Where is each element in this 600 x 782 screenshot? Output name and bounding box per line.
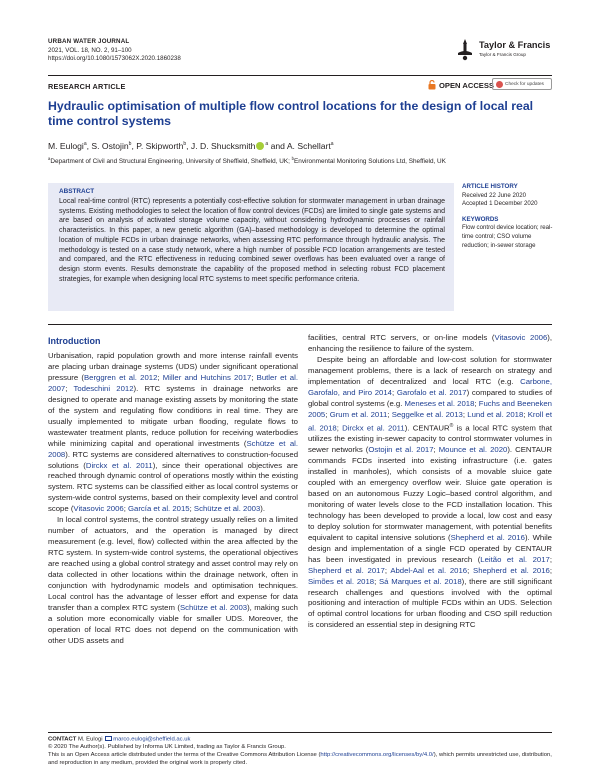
citation-link[interactable]: Butler et al. 2007 xyxy=(48,372,298,393)
citation-link[interactable]: Leitão et al. 2017 xyxy=(480,554,550,564)
copyright-line: © 2020 The Author(s). Published by Informa UK Limited, trading as Taylor & Francis Group. xyxy=(48,744,286,751)
citation-link[interactable]: Simões et al. 2018 xyxy=(308,576,375,586)
author[interactable]: S. Ostojin$^b$ xyxy=(91,141,132,151)
citation-link[interactable]: Shepherd et al. 2016 xyxy=(450,532,525,542)
journal-meta xyxy=(48,38,181,64)
left-column xyxy=(48,351,298,647)
citation-link[interactable]: Sá Marques et al. 2018 xyxy=(379,576,462,586)
citation-link[interactable]: Vitasovic 2006 xyxy=(494,333,548,342)
citation-link[interactable]: Kroll et al. 2018 xyxy=(308,409,553,433)
article-sidebar xyxy=(462,183,554,250)
article-title: Hydraulic optimisation of multiple flow control locations for the design of local real time control systems xyxy=(48,99,534,128)
citation-link[interactable]: Fuchs and Beeneken 2005 xyxy=(308,398,552,419)
citation-link[interactable]: Shepherd et al. 2017 xyxy=(308,565,385,575)
email-icon xyxy=(105,736,112,741)
citation-link[interactable]: Garofalo et al. 2017 xyxy=(396,387,467,397)
paragraph: In local control systems, the control strategy usually relies on a limited number of actuators, and the operation is managed by direct measurement (e.g. level, flow) collected within the area affected by the RTC system. In system-wide control systems, the operational objectives are reached using a global control strategy and asset control may rely on data collected in other locations within the drainage network, often in conjunction with hydrodynamic models and optimisation techniques. Local control has the advantage of lesser effort and expense for data transfer than a complex RTC system (Schütze et al. 2003), making such a solution more economically viable for smaller UDS. Moreover, the operation of local RTC does not depend on the communication with other UDS assets and xyxy=(48,515,298,645)
footer xyxy=(48,736,554,767)
contact-line: CONTACT M. Eulogi marco.eulogi@sheffield.ac.uk xyxy=(48,736,191,743)
abstract-text: Local real-time control (RTC) represents a potentially cost-effective solution for stormwater management in urban drainage systems. Existing methodologies to select the location of flow control devices (FCDs) are limited to single gate systems and are based on analysis of activated storage volume capacity, without considering hydrodynamic processes or rainfall characteristics. In this paper, a new genetic algorithm (GA)–based methodology is developed to determine the optimal location of multiple FCDs in urban drainage networks, when assessing RTC performance through hydraulic analysis. The methodology is tested on a case study network, where a high number of possible FCD location arrangements are tested and compared, and the RTC effectiveness in reducing combined sewer overflows has been evaluated over a range of design storm events. Results demonstrate the capability of the proposed method in selecting robust FCD placement strategies, for example when designing local RTC systems to meet specific performance criteria. xyxy=(59,198,445,283)
journal-name: URBAN WATER JOURNAL xyxy=(48,38,130,45)
publisher-emblem-icon xyxy=(455,38,475,62)
keywords-text: Flow control device location; real-time control; CSO volume reduction; in-sewer storage xyxy=(462,224,553,249)
citation-link[interactable]: Miller and Hutchins 2017 xyxy=(162,372,252,382)
check-updates-icon xyxy=(496,81,503,88)
author[interactable]: M. Eulogi$^a$ xyxy=(48,141,87,151)
citation-link[interactable]: Todeschini 2012 xyxy=(73,383,134,393)
orcid-icon[interactable] xyxy=(256,142,264,150)
author-list: M. Eulogi$^a$, S. Ostojin$^b$, P. Skipworth$^b$, J. D. Shucksmith $^a$ and A. Schellart$^a$ xyxy=(48,141,334,151)
article-type: RESEARCH ARTICLE xyxy=(48,82,126,91)
keywords-heading: KEYWORDS xyxy=(462,215,499,223)
abstract-box xyxy=(48,183,454,311)
citation-link[interactable]: Grum et al. 2011 xyxy=(329,409,388,419)
citation-link[interactable]: Dirckx et al. 2011 xyxy=(342,423,405,433)
open-access-badge xyxy=(428,80,494,90)
doi-link[interactable]: https://doi.org/10.1080/1573062X.2020.1860238 xyxy=(48,55,181,63)
license-line: This is an Open Access article distributed under the terms of the Creative Commons Attribution License (http://creativecommons.org/licenses/by/4.0/), which permits unrestricted use, distribution, and reproduction in any medium, provided the original work is properly cited. xyxy=(48,751,552,766)
author[interactable]: A. Schellart$^a$ xyxy=(286,141,334,151)
intro-heading: Introduction xyxy=(48,336,101,346)
publisher-name: Taylor & Francis xyxy=(479,40,551,50)
citation-link[interactable]: Carbone, Garofalo, and Piro 2014 xyxy=(308,376,552,397)
received-date: Received 22 June 2020 xyxy=(462,191,527,199)
citation-link[interactable]: Schütze et al. 2003 xyxy=(193,504,261,514)
citation-link[interactable]: Shepherd et al. 2016 xyxy=(473,565,550,575)
author[interactable]: J. D. Shucksmith $^a$ xyxy=(190,141,269,151)
open-lock-icon xyxy=(428,80,436,90)
right-column xyxy=(308,333,552,631)
publisher-group: Taylor & Francis Group xyxy=(479,52,526,57)
paragraph: facilities, central RTC servers, or on-line models (Vitasovic 2006), enhancing the resilience to failure of the system. xyxy=(308,333,552,353)
affiliations: $^a$Department of Civil and Structural Engineering, University of Sheffield, Sheffield, UK; $^b$Environmental Monitoring Solutions Ltd, Sheffield, UK xyxy=(48,156,446,166)
citation-link[interactable]: Lund et al. 2018 xyxy=(467,409,524,419)
history-heading: ARTICLE HISTORY xyxy=(462,183,518,190)
contact-email[interactable]: marco.eulogi@sheffield.ac.uk xyxy=(113,736,191,743)
header-divider xyxy=(48,75,552,76)
citation-link[interactable]: Vitasovic 2006 xyxy=(73,504,124,514)
license-link[interactable]: http://creativecommons.org/licenses/by/4.0/ xyxy=(320,751,434,758)
citation-link[interactable]: Schütze et al. 2003 xyxy=(179,602,248,612)
citation-link[interactable]: Dirckx et al. 2011 xyxy=(85,460,153,470)
citation-link[interactable]: Schütze et al. 2008 xyxy=(48,438,299,459)
citation-link[interactable]: Mounce et al. 2020 xyxy=(438,445,508,455)
paragraph: Urbanisation, rapid population growth and more intense rainfall events are placing urban drainage systems (UDS) under significant operational pressure (Berggren et al. 2012; Miller and Hutchins 2017; Butler et al. 2007; Todeschini 2012). RTC systems in drainage networks are designed to operate and manage existing assets by monitoring the state of the system and regulating flow conditions in real time. They are usually implemented to mitigate urban flooding, regulate flows to wastewater treatment plants, reduce pollution for receiving waterbodies while minimizing capital and operational investments (Schütze et al. 2008). RTC systems are considered alternatives to construction-focused solutions (Dirckx et al. 2011), since their operational objectives are reached through dynamic control of operations mostly within the existing system. RTC systems can be classified either as local control systems or system-wide control systems, based on their complexity level and control scope (Vitasovic 2006; García et al. 2015; Schütze et al. 2003). xyxy=(48,351,299,514)
footer-divider xyxy=(48,732,552,733)
citation-link[interactable]: García et al. 2015 xyxy=(128,504,190,514)
citation-link[interactable]: Seggelke et al. 2013 xyxy=(391,409,463,419)
citation-link[interactable]: Abdel-Aal et al. 2016 xyxy=(390,565,468,575)
author[interactable]: P. Skipworth$^b$ xyxy=(136,141,187,151)
check-updates-label: Check for updates xyxy=(505,81,544,87)
publisher-logo[interactable] xyxy=(455,38,565,66)
citation-link[interactable]: Meneses et al. 2018 xyxy=(404,398,475,408)
paragraph: Despite being an affordable and low-cost solution for stormwater management problems, there is a lack of research on strategy and implementation of decentralized and local RTC (e.g. Carbone, Garofalo, and Piro 2014; Garofalo et al. 2017) compared to studies of global control systems (e.g. Meneses et al. 2018; Fuchs and Beeneken 2005; Grum et al. 2011; Seggelke et al. 2013; Lund et al. 2018; Kroll et al. 2018; Dirckx et al. 2011). CENTAUR® is a local RTC system that utilizes the existing in-sewer capacity to control stormwater volumes in sewer networks (Ostojin et al. 2017; Mounce et al. 2020). CENTAUR commands FCDs inserted into existing infrastructure (i.e. gates installed in manholes), which consists of a movable sluice gate coupled with an emergency overflow weir. Sluice gate operation is based on an autonomous Fuzzy Logic–based control algorithm, and monitoring of water levels close to the FCD installation location. This technology has been developed to provide a local, low cost and easy to deploy solution for stormwater management, with potential benefits equivalent to capital intensive solutions (Shepherd et al. 2016). While design and implementation of a single FCD operated by CENTAUR has been investigated in previous research (Leitão et al. 2017; Shepherd et al. 2017; Abdel-Aal et al. 2016; Shepherd et al. 2016; Simões et al. 2018; Sá Marques et al. 2018), there are still significant research challenges and questions involved with the optimal positioning and interaction of multiple FCDs within an UDS. Selection of optimal control locations for urban flooding and CSO spill reduction is considered an essential step in designing RTC xyxy=(308,354,553,630)
section-divider xyxy=(48,324,552,325)
citation-link[interactable]: Ostojin et al. 2017 xyxy=(368,445,434,455)
open-access-label: OPEN ACCESS xyxy=(439,80,494,90)
abstract-heading: ABSTRACT xyxy=(59,188,95,195)
accepted-date: Accepted 1 December 2020 xyxy=(462,200,538,208)
check-updates-button[interactable] xyxy=(492,78,552,90)
journal-issue: 2021, VOL. 18, NO. 2, 91–100 xyxy=(48,46,132,54)
citation-link[interactable]: Berggren et al. 2012 xyxy=(83,372,158,382)
